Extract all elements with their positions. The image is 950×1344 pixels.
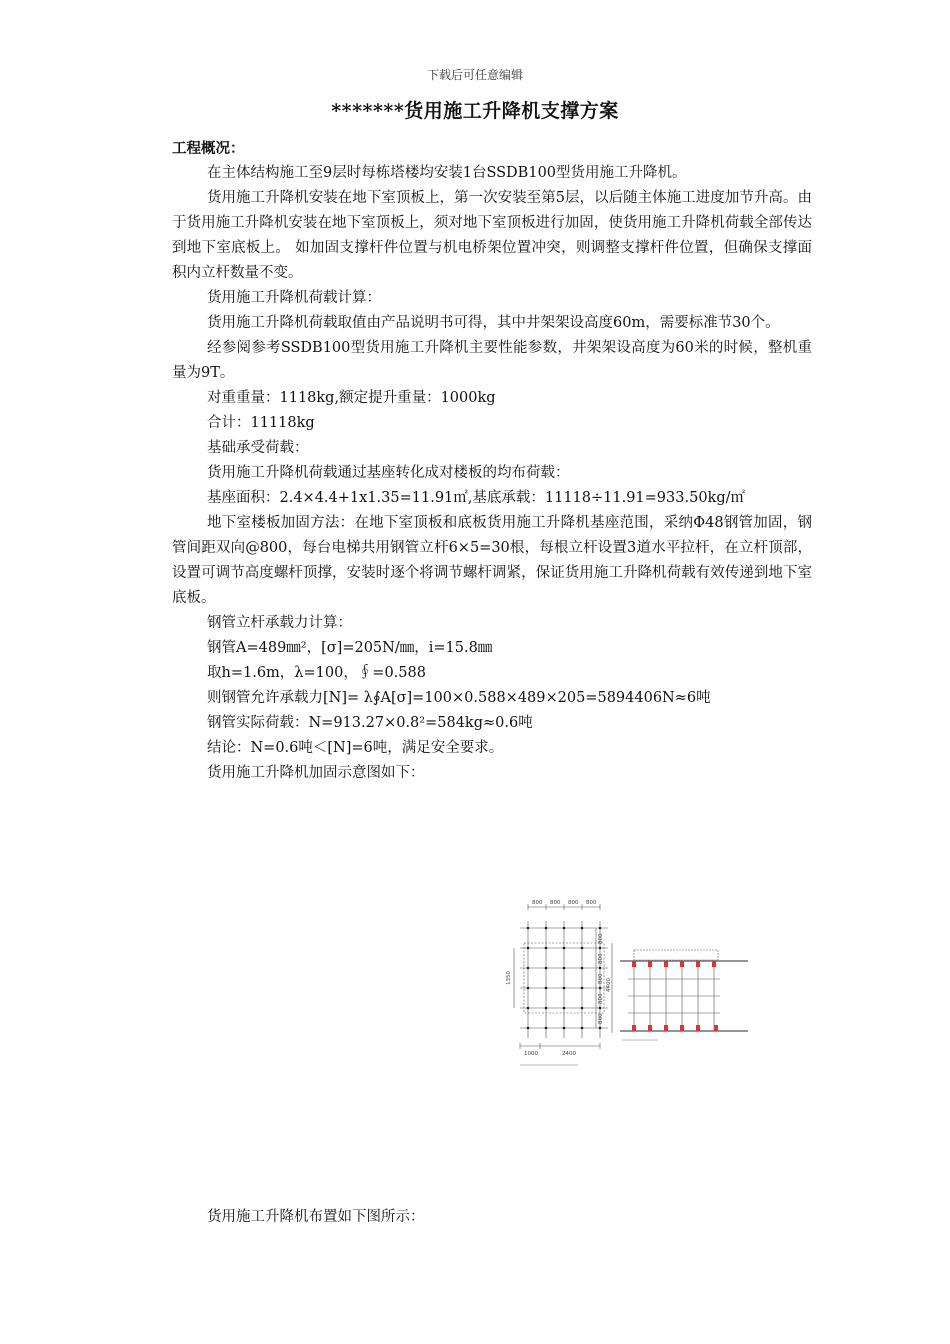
paragraph: 货用施工升降机加固示意图如下：	[207, 765, 425, 781]
svg-text:800: 800	[586, 900, 597, 906]
svg-text:2400: 2400	[562, 1051, 576, 1057]
header-note: 下载后可任意编辑	[426, 68, 523, 82]
svg-text:1000: 1000	[524, 1051, 538, 1057]
section-heading: 工程概况：	[172, 140, 245, 157]
paragraph: 货用施工升降机安装在地下室顶板上，第一次安装至第5层，以后随主体施工进度加节升高。由于货用施工升降机安装在地下室顶板上，须对地下室顶板进行加固，使货用施工升降机荷载全部传达到地下室底板上。 如加固支撑杆件位置与机电桥架位置冲突，则调整支撑杆件位置，但确保支撑面积内立杆数量不变。	[172, 190, 812, 281]
document-title: *******货用施工升降机支撑方案	[331, 100, 619, 122]
paragraph: 在主体结构施工至9层时每栋塔楼均安装1台SSDB100型货用施工升降机。	[207, 165, 687, 181]
paragraph: 钢管A=489㎜²，[σ]=205N/㎜，i=15.8㎜	[207, 640, 493, 656]
svg-text:4400: 4400	[606, 978, 612, 992]
paragraph: 对重重量：1118kg,额定提升重量：1000kg	[207, 390, 496, 406]
svg-text:800: 800	[568, 900, 579, 906]
paragraph: 取h=1.6m，λ=100，∮=0.588	[207, 665, 426, 681]
paragraph: 经参阅参考SSDB100型货用施工升降机主要性能参数，井架架设高度为60米的时候，整机重量为9T。	[172, 340, 812, 381]
paragraph: 基础承受荷载：	[207, 440, 309, 456]
svg-text:1350: 1350	[506, 971, 512, 985]
svg-text:800: 800	[598, 933, 604, 944]
svg-text:800: 800	[598, 953, 604, 964]
plan-dimension-labels	[506, 900, 604, 1057]
paragraph: 钢管立杆承载力计算：	[207, 615, 352, 631]
figure-caption-text: 货用施工升降机布置如下图所示：	[207, 1209, 425, 1225]
paragraph: 货用施工升降机荷载通过基座转化成对楼板的均布荷载：	[207, 465, 570, 481]
paragraph: 合计：11118kg	[207, 415, 315, 431]
paragraph: 钢管实际荷载：N=913.27×0.8²=584kg≈0.6吨	[207, 715, 533, 731]
paragraph: 基座面积：2.4×4.4+1x1.35=11.91㎡,基底承载：11118÷11.91=933.50kg/㎡	[207, 490, 745, 506]
svg-text:800: 800	[598, 1013, 604, 1024]
paragraph: 则钢管允许承载力[N]= λ∮A[σ]=100×0.588×489×205=5894406N≈6吨	[207, 690, 711, 706]
paragraph: 结论：N=0.6吨＜[N]=6吨，满足安全要求。	[207, 740, 504, 756]
reinforcement-diagram	[508, 893, 754, 1069]
document-body	[172, 136, 812, 786]
paragraph: 地下室楼板加固方法：在地下室顶板和底板货用施工升降机基座范围，采纳Φ48钢管加固，钢管间距双向@800，每台电梯共用钢管立杆6×5=30根，每根立杆设置3道水平拉杆，在立杆顶部，设置可调节高度螺杆顶撑，安装时逐个将调节螺杆调紧，保证货用施工升降机荷载有效传递到地下室底板。	[172, 515, 812, 606]
svg-text:800: 800	[532, 900, 543, 906]
section-view	[612, 943, 748, 1033]
svg-text:800: 800	[598, 993, 604, 1004]
paragraph: 货用施工升降机荷载计算：	[207, 290, 381, 306]
paragraph: 货用施工升降机荷载取值由产品说明书可得，其中井架架设高度60m，需要标准节30个。	[207, 315, 780, 331]
svg-text:800: 800	[550, 900, 561, 906]
svg-text:800: 800	[598, 973, 604, 984]
